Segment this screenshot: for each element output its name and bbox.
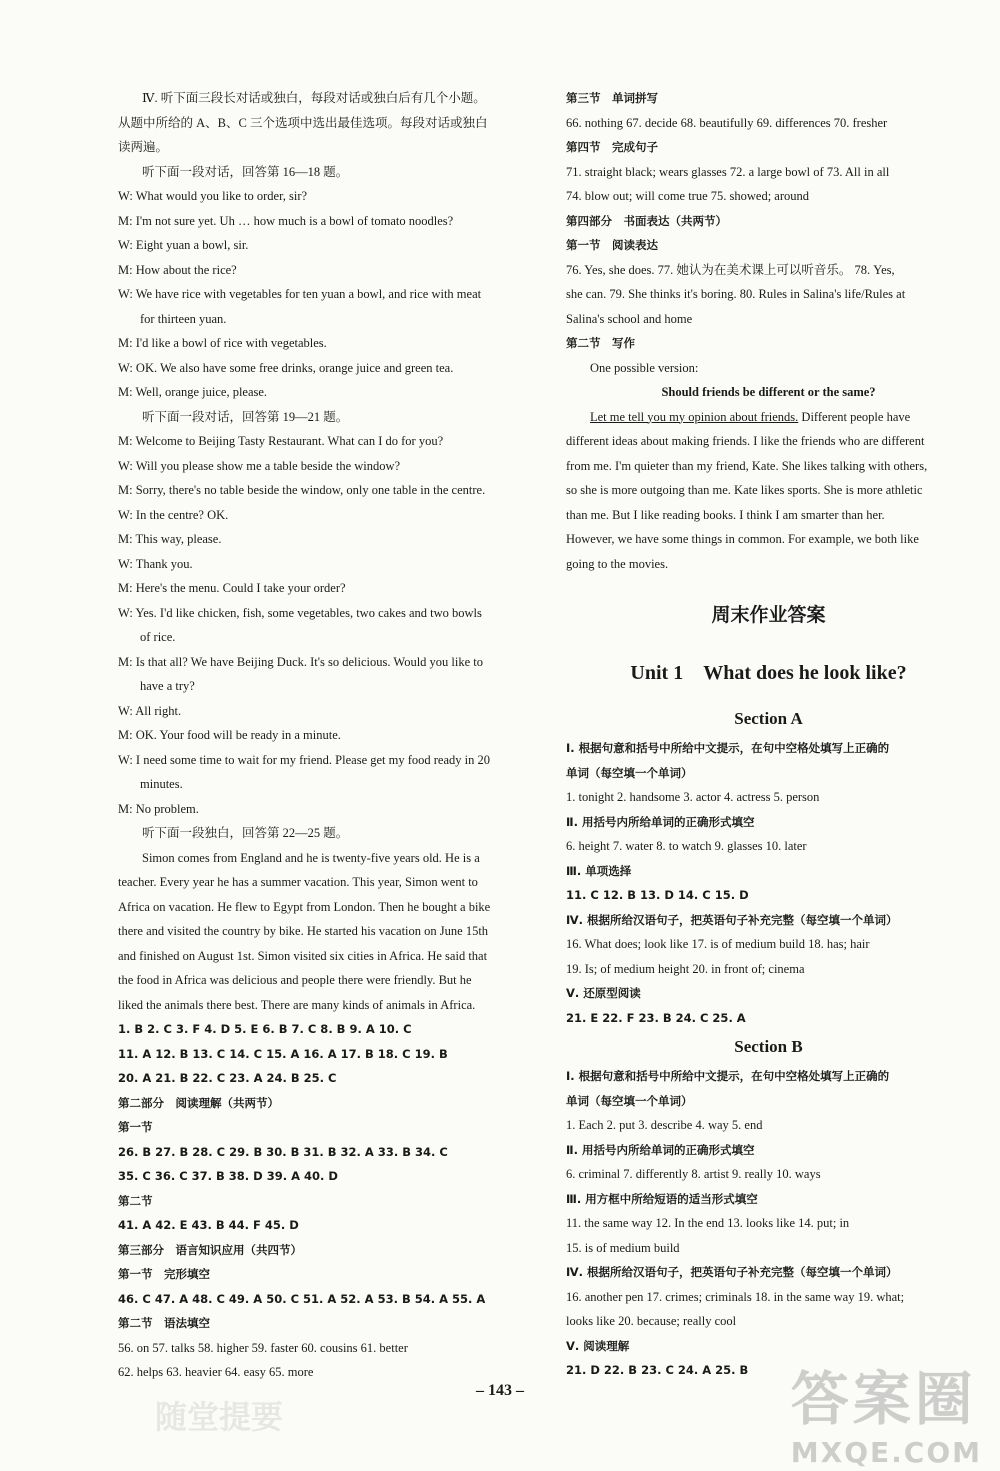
text-line: M: This way, please. (118, 532, 222, 546)
text-line: One possible version: (590, 360, 699, 375)
left-column (118, 86, 528, 1385)
text-line: 41. A 42. E 43. B 44. F 45. D (118, 1218, 299, 1232)
sentence-rest: Different people have (798, 409, 911, 424)
text-line: and finished on August 1st. Simon visited six cities in Africa. He said that (118, 948, 488, 963)
text-line: minutes. (140, 777, 183, 791)
text-line: Should friends be different or the same? (661, 385, 876, 399)
text-line: 11. A 12. B 13. C 14. C 15. A 16. A 17. B 18. C 19. B (118, 1046, 448, 1061)
text-line: going to the movies. (566, 556, 669, 571)
text-line: 第三部分 语言知识应用（共四节） (118, 1242, 302, 1257)
text-line: 第一节 阅读表达 (566, 238, 658, 252)
right-column (566, 86, 971, 1383)
text-line: Ⅲ. 用方框中所给短语的适当形式填空 (566, 1191, 758, 1206)
text-line: W: Eight yuan a bowl, sir. (118, 238, 249, 252)
text-line: W: OK. We also have some free drinks, orange juice and green tea. (118, 360, 454, 375)
text-line: 第二部分 阅读理解（共两节） (118, 1095, 279, 1110)
text-line: W: What would you like to order, sir? (118, 189, 308, 203)
text-line: 听下面一段对话，回答第 19—21 题。 (142, 409, 349, 424)
text-line: W: We have rice with vegetables for ten yuan a bowl, and rice with meat (118, 287, 482, 301)
text-line: W: In the centre? OK. (118, 507, 229, 522)
text-line: 周末作业答案 (711, 604, 826, 626)
text-line: M: Well, orange juice, please. (118, 385, 268, 399)
text-line: 第一节 完形填空 (118, 1267, 210, 1281)
text-line: 16. another pen 17. crimes; criminals 18. in the same way 19. what; (566, 1289, 905, 1304)
text-line: M: Welcome to Beijing Tasty Restaurant. What can I do for you? (118, 434, 444, 448)
text-line: M: No problem. (118, 801, 199, 816)
text-line: 62. helps 63. heavier 64. easy 65. more (118, 1365, 314, 1379)
text-line: Ⅱ. 用括号内所给单词的正确形式填空 (566, 814, 755, 829)
text-line: W: Yes. I'd like chicken, fish, some vegetables, two cakes and two bowls (118, 605, 482, 620)
text-line: have a try? (140, 679, 195, 693)
text-line: M: Here's the menu. Could I take your order? (118, 581, 346, 595)
text-line: Africa on vacation. He flew to Egypt from London. Then he bought a bike (118, 899, 491, 914)
text-line: Ⅲ. 单项选择 (566, 863, 632, 878)
text-line: 第四部分 书面表达（共两节） (566, 213, 727, 228)
text-line: Simon comes from England and he is twenty-five years old. He is a (142, 850, 480, 865)
text-line: 11. the same way 12. In the end 13. looks like 14. put; in (566, 1216, 850, 1230)
text-line: 56. on 57. talks 58. higher 59. faster 60. cousins 61. better (118, 1340, 408, 1355)
text-line: 74. blow out; will come true 75. showed; around (566, 189, 810, 203)
text-line: M: Sorry, there's no table beside the window, only one table in the centre. (118, 483, 486, 497)
text-line: Ⅰ. 根据句意和括号中所给中文提示，在句中空格处填写上正确的 (566, 741, 890, 755)
text-line: 单词（每空填一个单词） (566, 1093, 693, 1108)
text-line: Section B (734, 1037, 803, 1056)
text-line: 71. straight black; wears glasses 72. a large bowl of 73. All in all (566, 164, 890, 179)
text-line: Ⅰ. 根据句意和括号中所给中文提示，在句中空格处填写上正确的 (566, 1069, 890, 1083)
text-line: 46. C 47. A 48. C 49. A 50. C 51. A 52. A 53. B 54. A 55. A (118, 1291, 486, 1306)
text-line: 第二节 (118, 1193, 153, 1208)
text-line (566, 576, 971, 586)
text-line: 从题中所给的 A、B、C 三个选项中选出最佳选项。每段对话或独白 (118, 115, 488, 130)
text-line: 第二节 写作 (566, 336, 635, 350)
text-line: for thirteen yuan. (140, 311, 227, 326)
text-line: 第三节 单词拼写 (566, 91, 658, 105)
text-line: Ⅴ. 还原型阅读 (566, 986, 641, 1000)
underlined-sentence: Let me tell you my opinion about friends. (590, 409, 799, 424)
text-line: different ideas about making friends. I like the friends who are different (566, 434, 925, 448)
text-line: 21. D 22. B 23. C 24. A 25. B (566, 1363, 749, 1377)
text-line: 35. C 36. C 37. B 38. D 39. A 40. D (118, 1169, 338, 1183)
text-line: 单词（每空填一个单词） (566, 765, 693, 780)
text-line: Section A (734, 709, 803, 728)
text-line: Ⅳ. 根据所给汉语句子，把英语句子补充完整（每空填一个单词） (566, 912, 898, 927)
text-line: looks like 20. because; really cool (566, 1314, 737, 1328)
text-line: W: I need some time to wait for my friend. Please get my food ready in 20 (118, 752, 491, 767)
text-line: she can. 79. She thinks it's boring. 80. Rules in Salina's life/Rules at (566, 287, 906, 301)
text-line: 1. tonight 2. handsome 3. actor 4. actress 5. person (566, 790, 820, 804)
text-line: M: How about the rice? (118, 262, 237, 277)
text-line: 第四节 完成句子 (566, 140, 658, 154)
page-number: – 143 – (476, 1382, 524, 1399)
text-line: 66. nothing 67. decide 68. beautifully 69. differences 70. fresher (566, 115, 888, 130)
text-line: 1. B 2. C 3. F 4. D 5. E 6. B 7. C 8. B 9. A 10. C (118, 1022, 412, 1036)
text-line: However, we have some things in common. For example, we both like (566, 532, 919, 546)
text-line: M: I'd like a bowl of rice with vegetables. (118, 336, 327, 350)
text-line: 读两遍。 (118, 140, 169, 154)
watermark (791, 1352, 982, 1469)
text-line: 听下面一段独白，回答第 22—25 题。 (142, 826, 349, 840)
text-line: 6. height 7. water 8. to watch 9. glasses 10. later (566, 839, 807, 853)
text-line: Unit 1 What does he look like? (630, 662, 907, 684)
text-line: 6. criminal 7. differently 8. artist 9. really 10. ways (566, 1167, 821, 1181)
text-line: teacher. Every year he has a summer vacation. This year, Simon went to (118, 875, 478, 889)
text-line: M: I'm not sure yet. Uh … how much is a bowl of tomato noodles? (118, 213, 454, 228)
text-line: Salina's school and home (566, 311, 693, 326)
text-line: W: Thank you. (118, 556, 193, 571)
text-line: of rice. (140, 630, 176, 644)
text-line: 第一节 (118, 1120, 153, 1134)
text-line: 19. Is; of medium height 20. in front of; cinema (566, 961, 805, 976)
text-line: from me. I'm quieter than my friend, Kate. She likes talking with others, (566, 458, 928, 473)
text-line: there and visited the country by bike. He started his vacation on June 15th (118, 924, 489, 938)
text-line: W: Will you please show me a table beside the window? (118, 458, 401, 473)
watermark-logo: 答案圈 (790, 1365, 977, 1433)
text-line: 26. B 27. B 28. C 29. B 30. B 31. B 32. A 33. B 34. C (118, 1144, 448, 1159)
text-line: 第二节 语法填空 (118, 1316, 210, 1330)
text-line: 76. Yes, she does. 77. 她认为在美术课上可以听音乐。 78. Yes, (566, 262, 895, 277)
text-line: than me. But I like reading books. I think I am smarter than her. (566, 507, 885, 522)
text-line: so she is more outgoing than me. Kate likes sports. She is more athletic (566, 483, 923, 497)
text-line: liked the animals there best. There are many kinds of animals in Africa. (118, 997, 476, 1012)
text-line: 21. E 22. F 23. B 24. C 25. A (566, 1010, 746, 1025)
text-line: W: All right. (118, 703, 182, 718)
text-line: Ⅱ. 用括号内所给单词的正确形式填空 (566, 1142, 755, 1157)
text-line: the food in Africa was delicious and people there were friendly. But he (118, 973, 472, 987)
watermark-url: MXQE.COM (790, 1436, 982, 1469)
text-line: Ⅴ. 阅读理解 (566, 1338, 630, 1353)
text-line: M: Is that all? We have Beijing Duck. It's so delicious. Would you like to (118, 654, 484, 669)
faded-stamp: 随堂提要 (155, 1398, 284, 1436)
text-line: Ⅳ. 听下面三段长对话或独白，每段对话或独白后有几个小题。 (142, 91, 486, 105)
text-line: 20. A 21. B 22. C 23. A 24. B 25. C (118, 1071, 337, 1085)
text-line: Ⅳ. 根据所给汉语句子，把英语句子补充完整（每空填一个单词） (566, 1265, 898, 1279)
text-line: 1. Each 2. put 3. describe 4. way 5. end (566, 1118, 763, 1132)
text-line: 15. is of medium build (566, 1240, 680, 1255)
text-line: 11. C 12. B 13. D 14. C 15. D (566, 888, 749, 902)
text-line: 16. What does; look like 17. is of medium build 18. has; hair (566, 937, 870, 951)
text-line: 听下面一段对话，回答第 16—18 题。 (142, 164, 349, 179)
text-line: M: OK. Your food will be ready in a minute. (118, 728, 341, 742)
text-line (566, 405, 971, 430)
